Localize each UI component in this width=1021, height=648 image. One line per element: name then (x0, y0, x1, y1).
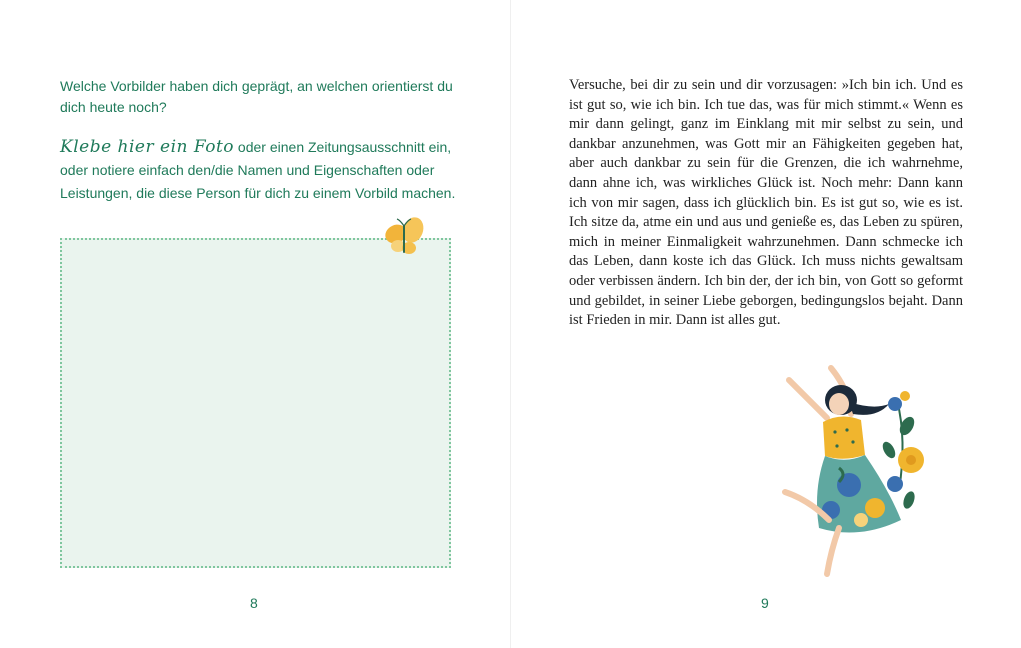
instruction-text (60, 136, 460, 205)
dancing-woman-flowers-illustration (779, 360, 929, 580)
question-text: Welche Vorbilder haben dich geprägt, an welchen orientierst du dich heute noch? (60, 78, 453, 115)
body-paragraph: Versuche, bei dir zu sein und dir vorzusagen: »Ich bin ich. Und es ist gut so, wie ich bin. Ich tue das, was für mich stimmt.« Wenn es mir dann gelingt, ganz im Einklang mit mir selbst zu sein, und dankbar anzunehmen, was Gott mir an Fähigkeiten gegeben hat, aber auch dankbar zu sein für die Grenzen, die ich wahrnehme, dann ahne ich, was wirkliches Glück ist. Noch mehr: Dann kann ich von mir sagen, dass ich glücklich bin. Es ist gut so, wie es ist. Ich sitze da, atme ein und aus und genieße es, das Leben zu spüren, mich in meiner Einmaligkeit wahrzunehmen. Dann schmecke ich das Leben, dann koste ich das Glück. Ich muss nichts gewaltsam oder verbissen ändern. Ich bin der, der ich bin, von Gott so geformt und gebildet, in seiner Liebe geborgen, bedingungslos bejaht. Dann ist Frieden in mir. Dann ist alles gut. (569, 77, 963, 329)
right-page (511, 0, 1021, 648)
page-number: 8 (250, 595, 258, 611)
left-page (0, 0, 510, 648)
instruction-script-heading: Klebe hier ein Foto (60, 137, 235, 157)
page-number: 9 (761, 595, 769, 611)
instruction-body: oder einen Zeitungsausschnitt ein, oder notiere einfach den/die Namen und Eigenschaften oder Leistungen, die diese Person für dich zu einem Vorbild machen. (60, 139, 456, 201)
butterfly-icon (380, 214, 428, 262)
photo-paste-area[interactable] (60, 238, 451, 568)
